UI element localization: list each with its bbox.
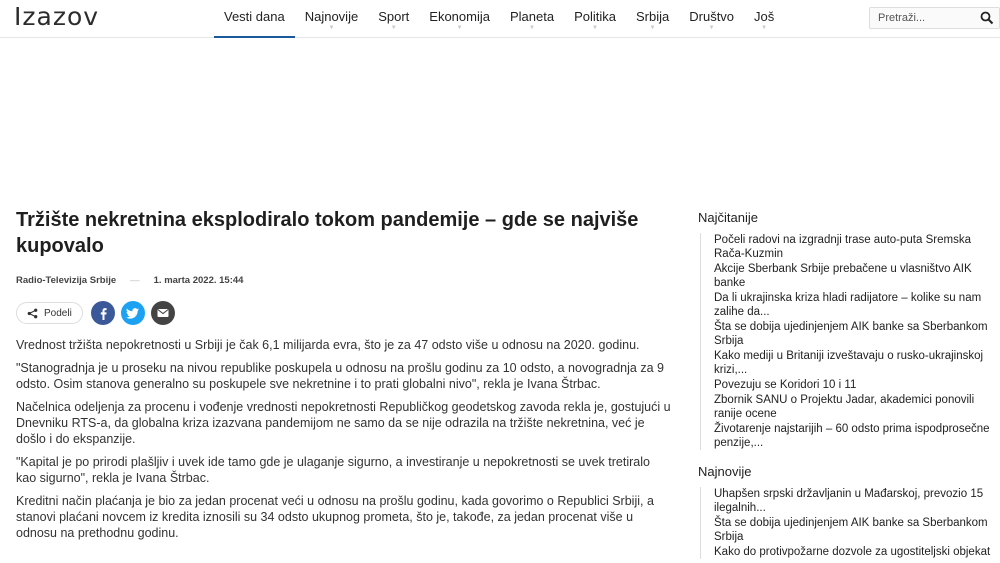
most-read-item[interactable]: Zbornik SANU o Projektu Jadar, akademici ponovili ranije ocene	[714, 394, 975, 420]
nav-label: Najnovije	[304, 9, 359, 24]
search-box	[869, 7, 1000, 29]
search-input[interactable]	[870, 8, 978, 28]
twitter-icon	[126, 308, 139, 319]
most-read-item[interactable]: Počeli radovi na izgradnji trase auto-puta Sremska Rača-Kuzmin	[714, 234, 971, 260]
chevron-down-icon: ▼	[761, 25, 768, 31]
nav-label: Ekonomija	[429, 9, 490, 24]
most-read-item[interactable]: Životarenje najstarijih – 60 odsto prima ispodprosečne penzije,...	[714, 423, 990, 449]
nav-item-drustvo[interactable]	[679, 0, 744, 38]
most-read-item[interactable]: Akcije Sberbank Srbije prebačene u vlasništvo AIK banke	[714, 263, 972, 289]
nav-label: Sport	[378, 9, 410, 24]
nav-item-ekonomija[interactable]	[419, 0, 500, 38]
nav-label: Vesti dana	[224, 9, 285, 24]
chevron-down-icon: ▼	[592, 25, 598, 31]
article-title: Tržište nekretnina eksplodiralo tokom pandemije – gde se najviše kupovalo	[16, 209, 639, 257]
share-label: Podeli	[44, 307, 72, 319]
nav-label: Srbija	[636, 9, 670, 24]
most-read-item[interactable]: Povezuju se Koridori 10 i 11	[714, 379, 857, 391]
facebook-share-button[interactable]	[91, 301, 115, 325]
article-body	[16, 337, 671, 541]
nav-item-politika[interactable]	[564, 0, 626, 38]
search-icon[interactable]	[980, 11, 994, 25]
nav-label: Još	[754, 9, 775, 24]
share-button[interactable]	[16, 302, 83, 324]
share-icon	[27, 308, 38, 319]
latest-title: Najnovije	[698, 464, 752, 479]
most-read-item[interactable]: Šta se dobija ujedinjenjem AIK banke sa Sberbankom Srbija	[714, 321, 988, 347]
most-read-item[interactable]: Da li ukrajinska kriza hladi radijatore – kolike su nam zalihe da...	[714, 292, 982, 318]
nav-item-jos[interactable]	[744, 0, 784, 38]
meta-separator: —	[130, 274, 140, 286]
latest-list	[700, 487, 1000, 559]
chevron-down-icon: ▼	[456, 25, 463, 31]
article-paragraph: Kreditni način plaćanja je bio za jedan procenat veći u odnosu na prošlu godinu, kada govorimo o Republici Srbiji, a stanovi plaćani novcem iz kredita iznosili su 34 odsto ukupnog prometa, što je, takođe, za jedan procenat više u odnosu na prethodnu godinu.	[16, 494, 654, 540]
nav-label: Politika	[574, 9, 616, 24]
twitter-share-button[interactable]	[121, 301, 145, 325]
latest-item[interactable]: Uhapšen srpski državljanin u Mađarskoj, prevozio 15 ilegalnih...	[714, 488, 984, 514]
chevron-down-icon: ▼	[529, 25, 535, 31]
share-bar	[16, 301, 676, 325]
nav-item-najnovije[interactable]	[295, 0, 368, 38]
chevron-down-icon: ▼	[328, 25, 335, 31]
sidebar	[698, 210, 1000, 560]
nav-label: Planeta	[509, 9, 555, 24]
site-logo[interactable]: Izazov	[14, 2, 100, 31]
article-date: 1. marta 2022. 15:44	[153, 274, 244, 286]
latest-item[interactable]: Kako do protivpožarne dozvole za ugostiteljski objekat	[714, 546, 991, 558]
email-share-button[interactable]	[151, 301, 175, 325]
most-read-item[interactable]: Kako mediji u Britaniji izveštavaju o rusko-ukrajinskoj krizi,...	[714, 350, 984, 376]
nav-item-planeta[interactable]	[500, 0, 564, 38]
nav-item-vesti-dana[interactable]	[214, 0, 295, 38]
article	[16, 207, 676, 548]
most-read-title: Najčitanije	[698, 210, 758, 225]
nav-label: Društvo	[689, 9, 735, 24]
nav-item-sport[interactable]	[368, 0, 419, 38]
article-source[interactable]: Radio-Televizija Srbije	[16, 274, 117, 286]
chevron-down-icon: ▼	[390, 25, 397, 31]
facebook-icon	[98, 307, 108, 320]
most-read-list	[700, 233, 1000, 450]
article-meta	[16, 273, 676, 287]
site-header	[0, 0, 1000, 38]
article-paragraph: Vrednost tržišta nepokretnosti u Srbiji je čak 6,1 milijarda evra, što je za 47 odsto više u odnosu na 2020. godinu.	[16, 338, 640, 352]
chevron-down-icon: ▼	[649, 25, 656, 31]
latest-item[interactable]: Šta se dobija ujedinjenjem AIK banke sa Sberbankom Srbija	[714, 517, 988, 543]
envelope-icon	[157, 308, 169, 318]
nav-item-srbija[interactable]	[626, 0, 679, 38]
article-paragraph: "Kapital je po prirodi plašljiv i uvek ide tamo gde je ulaganje sigurno, a investiranje u nepokretnosti se uvek tretiralo kao sigurno", rekla je Ivana Štrbac.	[16, 455, 650, 485]
chevron-down-icon: ▼	[708, 25, 715, 31]
article-paragraph: Načelnica odeljenja za procenu i vođenje vrednosti nepokretnosti Republičkog geodetskog zavoda rekla je, gostujući u Dnevniku RTS-a, da globalna kriza izazvana pandemijom ne samo da se nije odrazila na tržište nekretnina, već je došlo i do ekspanzije.	[16, 400, 671, 446]
article-paragraph: "Stanogradnja je u proseku na nivou republike poskupela u odnosu na prošlu godinu za 10 odsto, a novogradnja za 9 odsto. Osim stanova generalno su poskupele sve nekretnine i to prati globalni nivo", rekla je Ivana Štrbac.	[16, 361, 664, 391]
main-nav	[214, 0, 784, 38]
